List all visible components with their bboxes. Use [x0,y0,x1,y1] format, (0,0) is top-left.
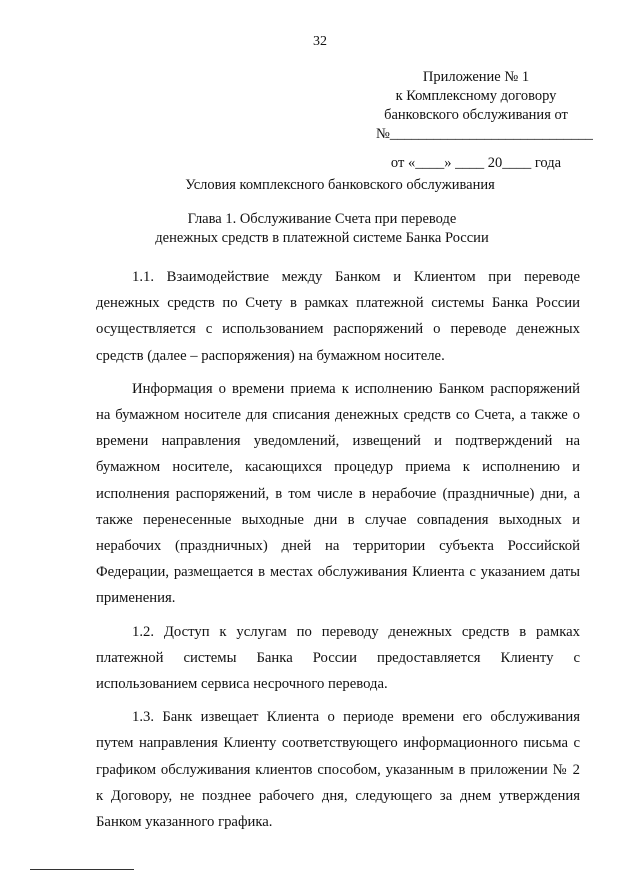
appendix-line-3: банковского обслуживания от [384,107,568,123]
paragraph-info: Информация о времени приема к исполнению Банком распоряжений на бумажном носителе для списания денежных средств со Счета, а также о времени направления уведомлений, извещений и подтверждений на бумажном носителе, касающихся процедур приема к исполнению и исполнения распоряжений, в том числе в нерабочие (праздничные) дни, а также перенесенные выходные дни в случае совпадения выходных и нерабочих (праздничных) дней на территории субъекта Российской Федерации, размещается в местах обслуживания Клиента с указанием даты применения. [96,380,580,607]
paragraph-1-1: 1.1. Взаимодействие между Банком и Клиентом при переводе денежных средств по Счету в рамках платежной системы Банка России осуществляется с использованием распоряжений о переводе денежных средств (далее – распоряжения) на бумажном носителе. [96,269,580,364]
document-title: Условия комплексного банковского обслуживания [185,177,495,193]
appendix-line-1: Приложение № 1 [422,69,530,85]
appendix-line-2: к Комплексному договору [395,88,557,104]
appendix-contract-date: от «____» ____ 20____ года [390,155,562,171]
appendix-contract-number: №____________________________ [376,126,593,142]
chapter-heading-line-2: денежных средств в платежной системе Банка России [155,230,489,246]
appendix-header [376,68,593,173]
chapter-heading-line-1: Глава 1. Обслуживание Счета при переводе [187,211,457,227]
body-text [96,264,580,842]
paragraph-1-2: 1.2. Доступ к услугам по переводу денежных средств в рамках платежной системы Банка России предоставляется Клиенту с использованием сервиса несрочного перевода. [96,623,580,693]
paragraph-1-3: 1.3. Банк извещает Клиента о периоде времени его обслуживания путем направления Клиенту соответствующего информационного письма с графиком обслуживания клиентов способом, указанным в приложении № 2 к Договору, не позднее рабочего дня, следующего за днем утверждения Банком указанного графика. [96,709,580,831]
page-number: 32 [313,34,327,49]
footnote-rule [30,869,134,870]
chapter-heading [12,210,632,248]
